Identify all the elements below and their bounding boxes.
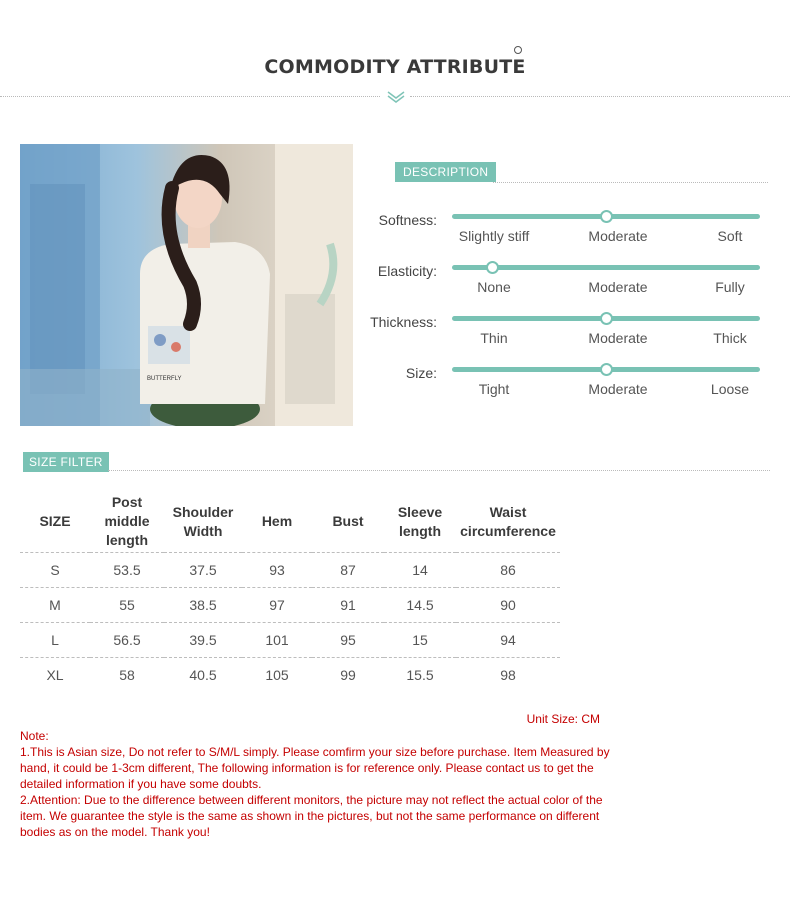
table-cell: XL (20, 657, 90, 692)
table-cell: 95 (312, 622, 384, 657)
note-title: Note: (20, 729, 49, 743)
product-photo (20, 144, 353, 426)
column-header: Shoulder Width (172, 503, 234, 539)
table-cell: 91 (312, 587, 384, 622)
table-cell: M (20, 587, 90, 622)
unit-size-label: Unit Size: CM (526, 712, 600, 726)
degree-ornament (514, 46, 522, 54)
option-label: Thick (713, 330, 747, 346)
size-filter-divider (108, 470, 770, 471)
table-cell: 55 (90, 587, 164, 622)
table-cell: 58 (90, 657, 164, 692)
table-cell: 37.5 (164, 552, 242, 587)
attribute-thickness (360, 316, 770, 356)
attribute-label: Elasticity: (377, 263, 437, 279)
column-header: Post middle length (104, 494, 150, 549)
page-title: COMMODITY ATTRIBUTE (264, 56, 526, 78)
double-chevron-down-icon (386, 90, 406, 104)
table-cell: 98 (456, 657, 560, 692)
divider-left (0, 96, 380, 97)
attribute-scale (452, 367, 760, 372)
shirt-print-text: BUTTERFLY (147, 376, 182, 382)
table-cell: 15 (384, 622, 456, 657)
table-row (20, 552, 560, 587)
option-label: Moderate (588, 330, 648, 346)
table-cell: 101 (242, 622, 312, 657)
option-label: Thin (480, 330, 508, 346)
table-cell: 56.5 (90, 622, 164, 657)
table-cell: S (20, 552, 90, 587)
attribute-marker (600, 210, 613, 223)
column-header: Sleeve length (397, 503, 443, 539)
table-cell: 87 (312, 552, 384, 587)
option-label: Moderate (588, 228, 648, 244)
attribute-label: Thickness: (370, 314, 437, 330)
table-cell: 94 (456, 622, 560, 657)
option-label: Fully (715, 279, 745, 295)
attribute-label: Softness: (378, 212, 437, 228)
table-cell: 105 (242, 657, 312, 692)
column-header: Waist circumference (460, 503, 556, 539)
table-row (20, 657, 560, 692)
table-cell: 99 (312, 657, 384, 692)
table-cell: 14 (384, 552, 456, 587)
attribute-elasticity (360, 265, 770, 305)
option-label: Moderate (588, 279, 648, 295)
attribute-size (360, 367, 770, 407)
table-cell: 40.5 (164, 657, 242, 692)
column-header: SIZE (39, 513, 71, 530)
table-cell: 39.5 (164, 622, 242, 657)
size-filter-tag: SIZE FILTER (23, 452, 109, 472)
option-label: Tight (478, 381, 510, 397)
table-row (20, 587, 560, 622)
table-cell: L (20, 622, 90, 657)
attribute-scale (452, 316, 760, 321)
attribute-marker (486, 261, 499, 274)
table-cell: 53.5 (90, 552, 164, 587)
attribute-scale (452, 214, 760, 219)
table-cell: 14.5 (384, 587, 456, 622)
table-cell: 93 (242, 552, 312, 587)
option-label: Slightly stiff (458, 228, 530, 244)
attribute-marker (600, 363, 613, 376)
table-cell: 15.5 (384, 657, 456, 692)
divider-right (410, 96, 790, 97)
table-cell: 90 (456, 587, 560, 622)
option-label: Soft (717, 228, 743, 244)
table-header-row (20, 492, 560, 552)
column-header: Bust (332, 513, 364, 530)
attribute-label: Size: (405, 365, 437, 381)
column-header: Hem (261, 513, 293, 530)
size-table (20, 492, 560, 692)
attribute-marker (600, 312, 613, 325)
option-label: None (477, 279, 511, 295)
note-block (20, 728, 610, 840)
note-line-2: 2.Attention: Due to the difference between different monitors, the picture may not reflect the actual color of the item. We guarantee the style is the same as shown in the pictures, but not the same performance on different bodies as on the model. Thank you! (20, 793, 603, 839)
table-cell: 38.5 (164, 587, 242, 622)
option-label: Moderate (588, 381, 648, 397)
note-line-1: 1.This is Asian size, Do not refer to S/M/L simply. Please comfirm your size before purchase. Item Measured by hand, it could be 1-3cm different, The following information is for reference only. Please contact us to get the detailed information if you have some doubts. (20, 745, 610, 791)
table-cell: 97 (242, 587, 312, 622)
description-divider (493, 182, 768, 183)
option-label: Loose (710, 381, 750, 397)
table-cell: 86 (456, 552, 560, 587)
attribute-scale (452, 265, 760, 270)
description-tag: DESCRIPTION (395, 162, 496, 182)
attribute-softness (360, 214, 770, 254)
table-row (20, 622, 560, 657)
